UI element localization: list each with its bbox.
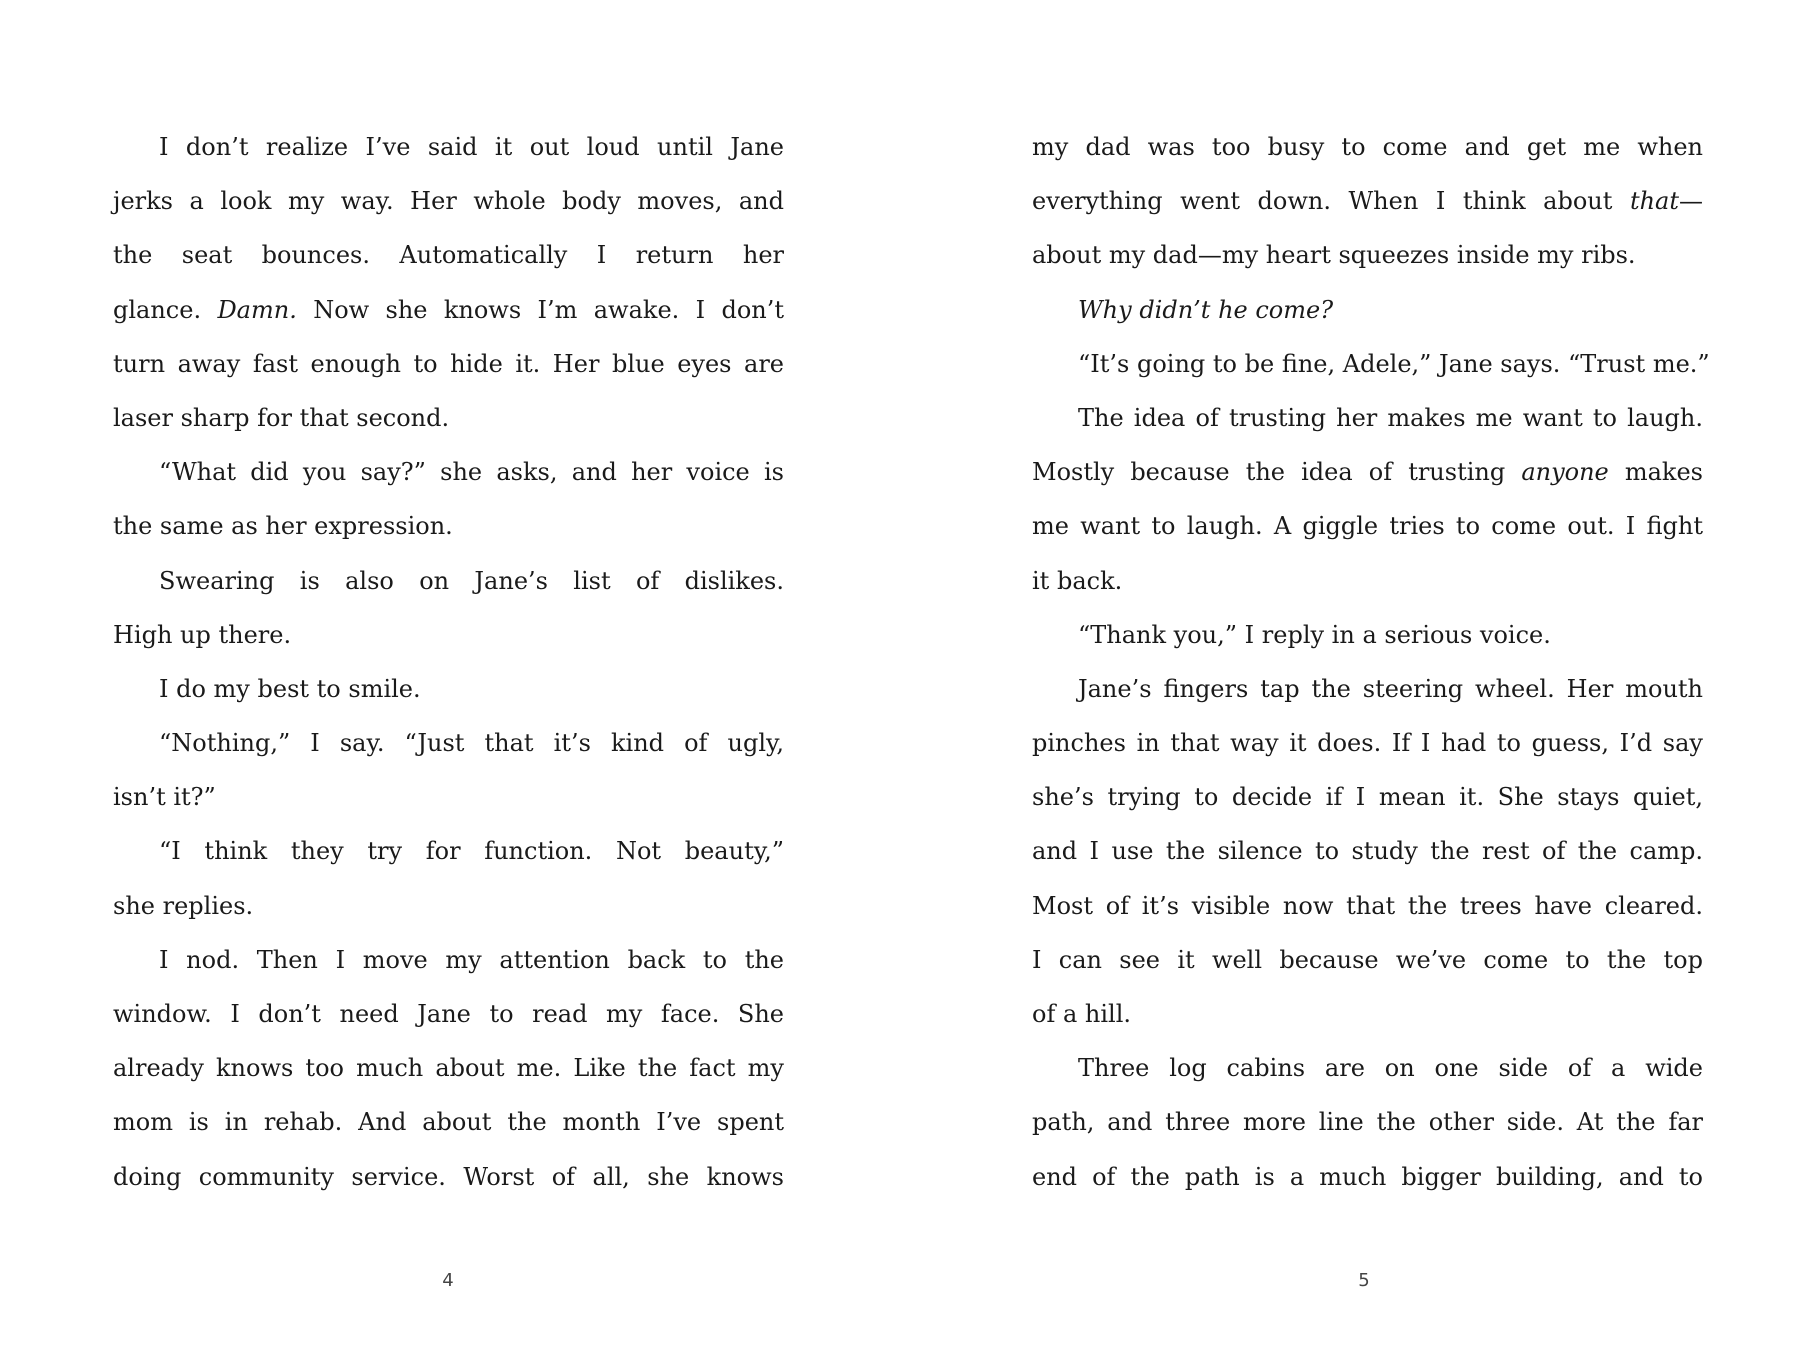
text-line: Jane’s fingers tap the steering wheel. Her mouth bbox=[1078, 674, 1703, 703]
text-line: my dad was too busy to come and get me when bbox=[1032, 133, 1703, 161]
text-line: turn away fast enough to hide it. Her blue eyes are bbox=[113, 349, 784, 378]
text-line: window. I don’t need Jane to read my face. She bbox=[113, 1000, 784, 1028]
text-line: I nod. Then I move my attention back to the bbox=[159, 945, 784, 974]
right-page bbox=[1032, 120, 1710, 1204]
text-line: doing community service. Worst of all, she knows bbox=[113, 1162, 784, 1191]
text-segment: Mostly because the idea of trusting bbox=[1032, 458, 1522, 487]
text-line: isn’t it?” bbox=[113, 783, 216, 812]
italic-segment: anyone bbox=[1521, 458, 1609, 487]
left-page bbox=[113, 120, 784, 1204]
text-line: me want to laugh. A giggle tries to come out. I fight bbox=[1032, 512, 1703, 541]
text-line: I can see it well because we’ve come to the top bbox=[1032, 945, 1703, 974]
italic-segment: Why didn’t he come? bbox=[1078, 295, 1334, 324]
italic-segment: that bbox=[1629, 187, 1679, 216]
text-line: path, and three more line the other side. At the far bbox=[1032, 1108, 1703, 1137]
text-line: Three log cabins are on one side of a wide bbox=[1078, 1054, 1703, 1083]
text-line: “What did you say?” she asks, and her voice is bbox=[159, 458, 784, 487]
text-line: jerks a look my way. Her whole body moves, and bbox=[113, 187, 784, 216]
text-segment: — bbox=[1679, 187, 1703, 216]
text-segment: makes bbox=[1608, 458, 1703, 487]
text-line bbox=[113, 283, 784, 337]
text-line: and I use the silence to study the rest of the camp. bbox=[1032, 837, 1703, 866]
text-line: I do my best to smile. bbox=[159, 674, 421, 703]
text-segment: everything went down. When I think about bbox=[1032, 187, 1630, 216]
text-line: about my dad—my heart squeezes inside my ribs. bbox=[1032, 241, 1636, 270]
text-line: “Thank you,” I reply in a serious voice. bbox=[1078, 620, 1551, 649]
text-line: of a hill. bbox=[1032, 1000, 1132, 1028]
text-line: the seat bounces. Automatically I return her bbox=[113, 241, 784, 270]
text-line: Most of it’s visible now that the trees have cleared. bbox=[1032, 891, 1703, 920]
text-line: “Nothing,” I say. “Just that it’s kind of ugly, bbox=[159, 729, 784, 758]
text-segment: Now she knows I’m awake. I don’t bbox=[296, 295, 784, 324]
text-line: I don’t realize I’ve said it out loud until Jane bbox=[159, 133, 784, 161]
text-segment: glance. bbox=[113, 295, 218, 324]
text-line bbox=[1032, 283, 1703, 337]
text-line: it back. bbox=[1032, 566, 1123, 595]
text-line: already knows too much about me. Like the fact my bbox=[113, 1054, 784, 1083]
text-line bbox=[1032, 445, 1703, 499]
text-line bbox=[1032, 174, 1703, 228]
text-line: Swearing is also on Jane’s list of dislikes. bbox=[159, 566, 784, 595]
italic-segment: Damn. bbox=[217, 295, 297, 324]
text-line: mom is in rehab. And about the month I’ve spent bbox=[113, 1108, 784, 1137]
text-line: High up there. bbox=[113, 620, 292, 649]
text-line: The idea of trusting her makes me want to laugh. bbox=[1078, 403, 1703, 432]
text-line: laser sharp for that second. bbox=[113, 403, 450, 432]
text-line: she’s trying to decide if I mean it. She stays quiet, bbox=[1032, 783, 1703, 812]
text-line: end of the path is a much bigger building, and to bbox=[1032, 1162, 1703, 1191]
text-line: “It’s going to be fine, Adele,” Jane says. “Trust me.” bbox=[1078, 349, 1710, 378]
page-number-right: 5 bbox=[1358, 1270, 1370, 1291]
text-line: the same as her expression. bbox=[113, 512, 453, 541]
text-line: she replies. bbox=[113, 891, 254, 920]
page-number-left: 4 bbox=[442, 1270, 454, 1291]
text-line: pinches in that way it does. If I had to guess, I’d say bbox=[1032, 729, 1703, 758]
text-line: “I think they try for function. Not beauty,” bbox=[159, 837, 784, 866]
